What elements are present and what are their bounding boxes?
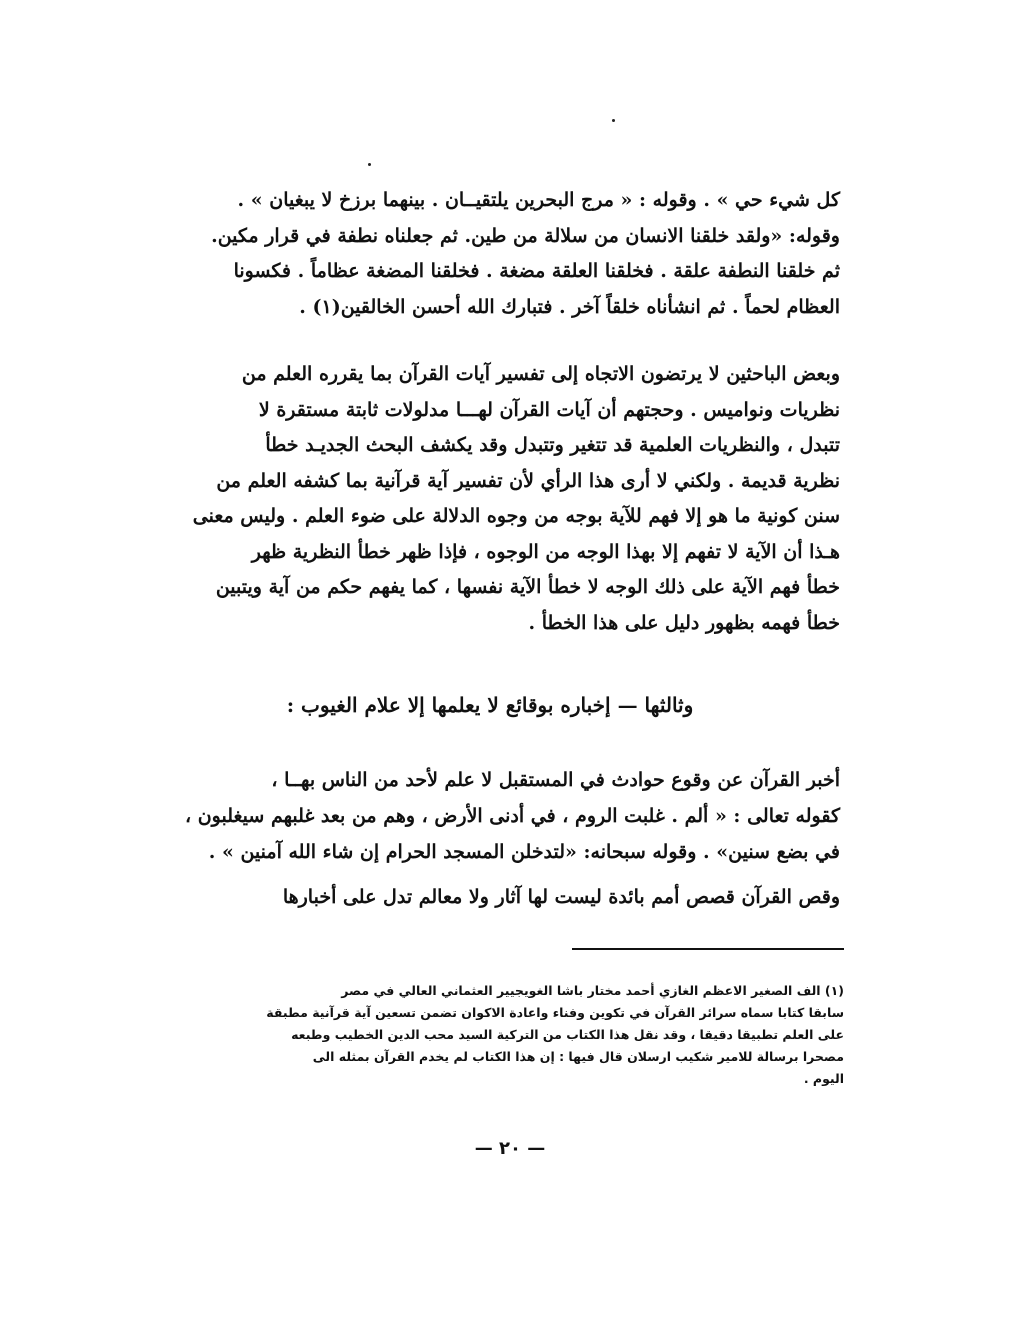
text-line: تتبدل ، والنظريات العلمية قد تتغير وتتبدل وقد يكشف البحث الجديـد خطأ	[265, 434, 840, 456]
paragraph-future-events	[180, 762, 840, 870]
text-line: سنن كونية ما هو إلا فهم للآية بوجه من وجوه الدلالة على ضوء العلم . وليس معنى	[192, 505, 840, 527]
text-line: في بضع سنين» . وقوله سبحانه: «لتدخلن المسجد الحرام إن شاء الله آمنين » .	[208, 841, 840, 863]
text-line: ثم خلقنا النطفة علقة . فخلقنا العلقة مضغة . فخلقنا المضغة عظاماً . فكسونا	[233, 260, 840, 282]
footnote	[180, 980, 844, 1090]
text-line: نظرية قديمة . ولكني لا أرى هذا الرأي لأن تفسير آية قرآنية بما كشفه العلم من	[216, 469, 840, 492]
text-line: خطأ فهم الآية على ذلك الوجه لا خطأ الآية نفسها ، كما يفهم حكم من آية ويتبين	[215, 576, 840, 598]
paragraph-scholars-objection	[180, 357, 840, 641]
scan-speck	[368, 163, 371, 166]
text-line: كل شيء حي » . وقوله : « مرج البحرين يلتقيــان . بينهما برزخ لا يبغيان » .	[237, 189, 840, 211]
page-number: — ٢٠ —	[474, 1138, 546, 1159]
section-heading	[180, 693, 840, 717]
footnote-divider	[572, 948, 844, 950]
text-line: العظام لحماً . ثم انشأناه خلقاً آخر . فتبارك الله أحسن الخالقين(١) .	[299, 295, 840, 318]
footnote-line: سابقا كتابا سماه سرائر القرآن في تكوين وفناء واعادة الاكوان تضمن تسعين آية قرآنية مطبقة	[266, 1005, 844, 1020]
footnote-line: (١) الف الصغير الاعظم الغازي أحمد مختار باشا الغويجيير العثماني العالي في مصر	[341, 983, 844, 998]
text-line: هـذا أن الآية لا تفهم إلا بهذا الوجه من الوجوه ، فإذا ظهر خطأ النظرية ظهر	[251, 540, 840, 563]
section-heading-text: وثالثها — إخباره بوقائع لا يعلمها إلا علام الغيوب :	[286, 693, 694, 717]
paragraph-quran-verses	[180, 183, 840, 325]
text-line: وبعض الباحثين لا يرتضون الاتجاه إلى تفسير آيات القرآن بما يقرره العلم من	[241, 363, 840, 385]
text-line: خطأ فهمه بظهور دليل على هذا الخطأ .	[528, 611, 840, 634]
text-line: وقوله: «ولقد خلقنا الانسان من سلالة من طين. ثم جعلناه نطفة في قرار مكين.	[211, 224, 840, 247]
text-line: وقص القرآن قصص أمم بائدة ليست لها آثار ولا معالم تدل على أخبارها	[282, 886, 840, 908]
footnote-line: على العلم تطبيقا دقيقا ، وقد نقل هذا الكتاب من التركية السيد محب الدين الخطيب وطبعه	[291, 1027, 844, 1042]
paragraph-past-nations	[180, 880, 840, 916]
text-line: كقوله تعالى : « ألم . غلبت الروم ، في أدنى الأرض ، وهم من بعد غلبهم سيغلبون ،	[184, 805, 840, 827]
footnote-line: مصحرا برسالة للامير شكيب ارسلان قال فيها : إن هذا الكتاب لم يخدم القرآن بمثله الى	[312, 1049, 844, 1064]
footnote-line: اليوم .	[803, 1071, 844, 1086]
text-line: أخبر القرآن عن وقوع حوادث في المستقبل لا علم لأحد من الناس بهــا ،	[271, 769, 840, 791]
text-line: نظريات ونواميس . وحجتهم أن آيات القرآن لهـــا مدلولات ثابتة مستقرة لا	[258, 398, 840, 421]
scan-speck	[612, 119, 615, 122]
